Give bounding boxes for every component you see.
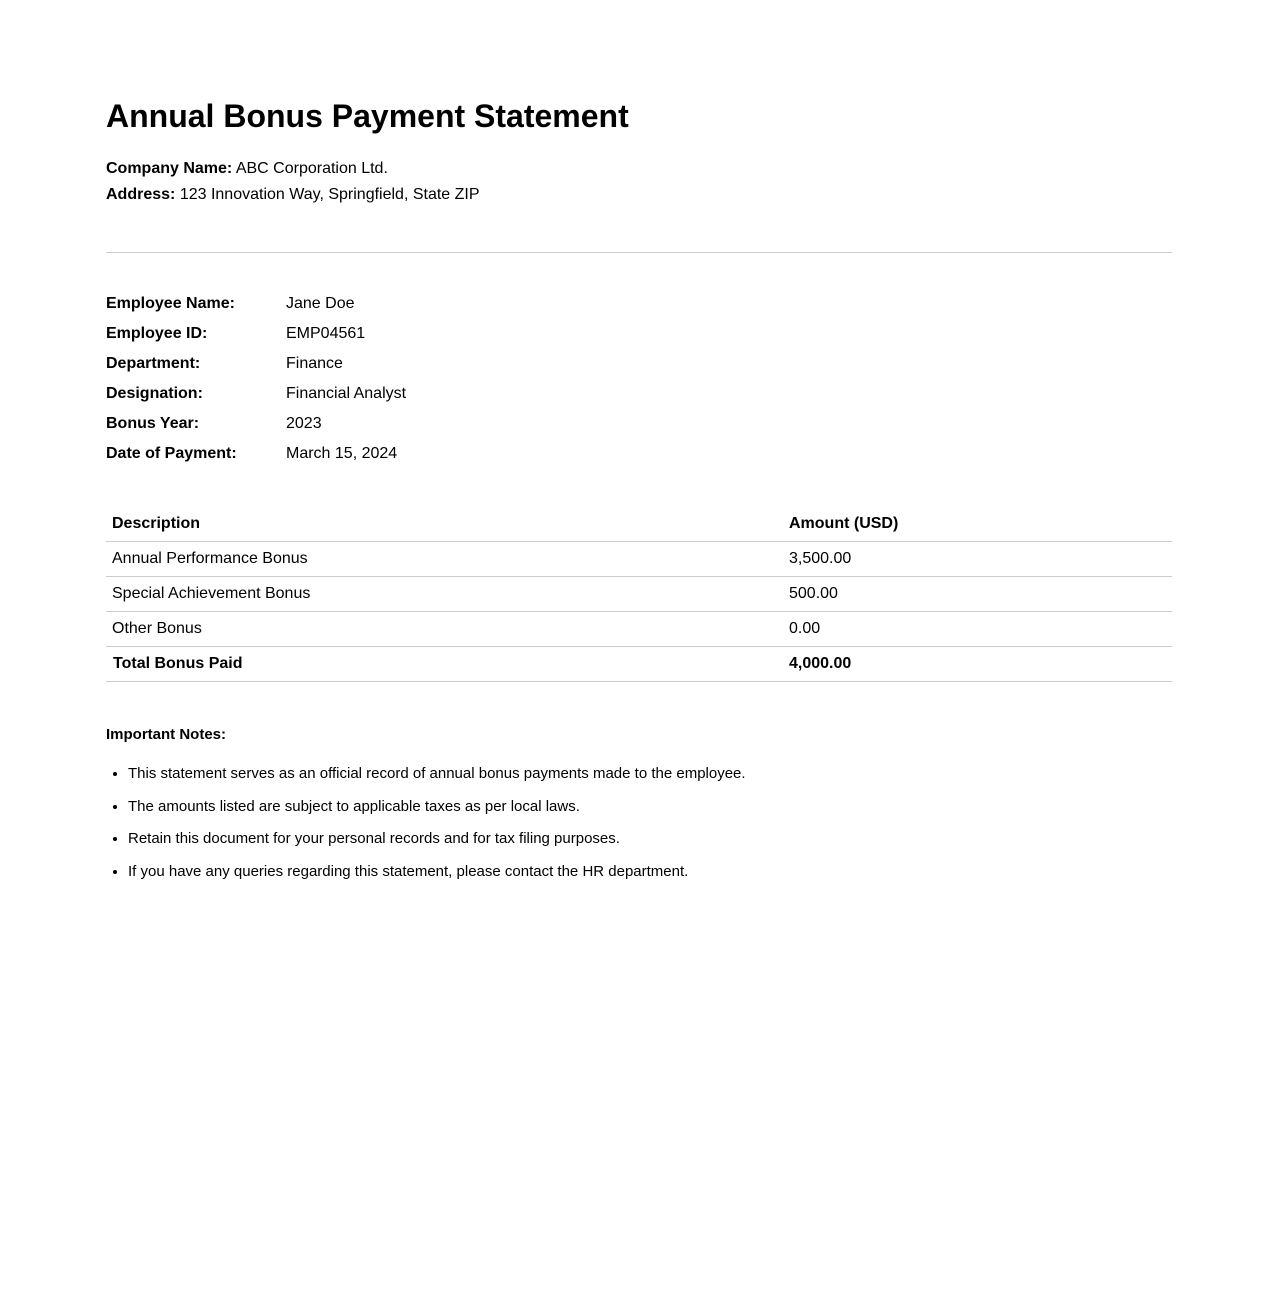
designation-value: Financial Analyst bbox=[286, 385, 407, 402]
employee-id-value: EMP04561 bbox=[286, 325, 366, 342]
row-description: Special Achievement Bonus bbox=[106, 577, 783, 612]
designation-label: Designation: bbox=[106, 385, 203, 402]
employee-info bbox=[106, 289, 1172, 469]
notes-list bbox=[106, 765, 1172, 881]
total-row bbox=[106, 647, 1172, 682]
row-amount: 500.00 bbox=[783, 577, 1172, 612]
company-name-label: Company Name: bbox=[106, 160, 233, 177]
table-row bbox=[106, 612, 1172, 647]
department-value: Finance bbox=[286, 355, 343, 372]
notes-title: Important Notes: bbox=[106, 726, 226, 743]
table-header-row bbox=[106, 507, 1172, 542]
employee-name-label: Employee Name: bbox=[106, 295, 235, 312]
row-amount: 3,500.00 bbox=[783, 542, 1172, 577]
payment-date-row bbox=[106, 439, 1172, 469]
total-amount: 4,000.00 bbox=[783, 647, 1172, 682]
table-row bbox=[106, 577, 1172, 612]
company-name-line bbox=[106, 156, 1172, 182]
department-row bbox=[106, 349, 1172, 379]
employee-id-row bbox=[106, 319, 1172, 349]
bonus-year-label: Bonus Year: bbox=[106, 415, 200, 432]
payment-date-value: March 15, 2024 bbox=[286, 445, 398, 462]
note-item: • If you have any queries regarding this statement, please contact the HR department. bbox=[128, 863, 1172, 881]
section-divider bbox=[106, 252, 1172, 253]
payment-date-label: Date of Payment: bbox=[106, 445, 237, 462]
company-address-value: 123 Innovation Way, Springfield, State ZIP bbox=[179, 186, 480, 203]
company-info bbox=[106, 156, 1172, 208]
row-description: Other Bonus bbox=[106, 612, 783, 647]
column-header-description: Description bbox=[106, 507, 783, 542]
note-item: • The amounts listed are subject to applicable taxes as per local laws. bbox=[128, 798, 1172, 816]
bonus-year-value: 2023 bbox=[286, 415, 322, 432]
company-address-line bbox=[106, 182, 1172, 208]
page-title: Annual Bonus Payment Statement bbox=[106, 98, 629, 134]
company-address-label: Address: bbox=[106, 186, 176, 203]
bonus-table bbox=[106, 507, 1172, 682]
row-description: Annual Performance Bonus bbox=[106, 542, 783, 577]
employee-id-label: Employee ID: bbox=[106, 325, 208, 342]
employee-name-row bbox=[106, 289, 1172, 319]
total-description: Total Bonus Paid bbox=[106, 647, 783, 682]
company-name-value: ABC Corporation Ltd. bbox=[235, 160, 388, 177]
designation-row bbox=[106, 379, 1172, 409]
note-item: • This statement serves as an official record of annual bonus payments made to the employee. bbox=[128, 765, 1172, 783]
note-item: • Retain this document for your personal records and for tax filing purposes. bbox=[128, 830, 1172, 848]
employee-name-value: Jane Doe bbox=[286, 295, 355, 312]
statement-page bbox=[106, 0, 1172, 881]
column-header-amount: Amount (USD) bbox=[783, 507, 1172, 542]
bonus-year-row bbox=[106, 409, 1172, 439]
department-label: Department: bbox=[106, 355, 201, 372]
row-amount: 0.00 bbox=[783, 612, 1172, 647]
table-row bbox=[106, 542, 1172, 577]
